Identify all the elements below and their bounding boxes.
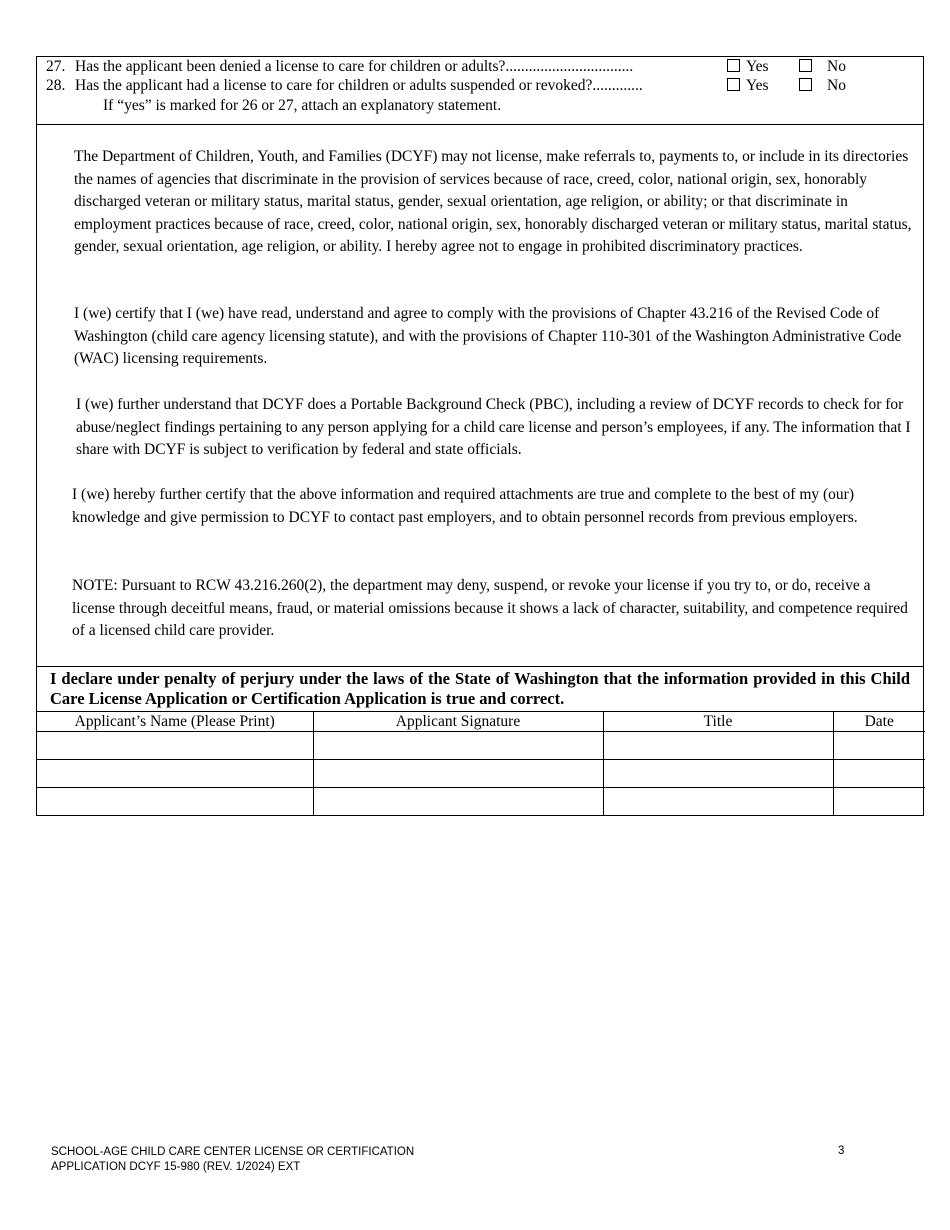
q28-yes-checkbox[interactable] [727,78,740,91]
applicant-signature-field[interactable] [313,760,603,788]
footer-form-id: APPLICATION DCYF 15-980 (REV. 1/2024) EXT [51,1161,301,1173]
applicant-name-field[interactable] [37,732,313,760]
compliance-certification: I (we) certify that I (we) have read, understand and agree to comply with the provisions of Chapter 43.216 of the Revised Code of Washington (child care agency licensing statute), and with the provisions of Chapter 110-301 of the Washington Administrative Code (WAC) licensing requirements. [74,305,902,368]
title-field[interactable] [603,732,833,760]
questions-section [37,57,923,125]
applicant-signature-field[interactable] [313,732,603,760]
application-form [36,56,924,816]
accuracy-certification: I (we) hereby further certify that the above information and required attachments are true and complete to the best of my (our) knowledge and give permission to DCYF to contact past employers, and to obtain personnel records from previous employers. [72,486,858,526]
title-field[interactable] [603,788,833,816]
q28-yes-label: Yes [746,77,769,94]
q27-yes-label: Yes [746,58,769,75]
question-number: 27. [46,58,66,75]
q27-no-checkbox[interactable] [799,59,812,72]
form-footer [51,1145,414,1175]
date-field[interactable] [833,732,925,760]
title-field[interactable] [603,760,833,788]
q28-no-label: No [827,77,846,94]
date-field[interactable] [833,760,925,788]
declaration-text: I declare under penalty of perjury under the laws of the State of Washington that the information provided in this Child Care License Application or Certification Application is true and correct. [50,669,910,708]
header-applicant-signature: Applicant Signature [313,712,603,732]
perjury-declaration [37,667,923,711]
rcw-note: NOTE: Pursuant to RCW 43.216.260(2), the department may deny, suspend, or revoke your license if you try to, or do, receive a license through deceitful means, fraud, or material omissions because it shows a lack of character, suitability, and competence required of a licensed child care provider. [72,577,908,640]
q27-no-label: No [827,58,846,75]
header-title: Title [603,712,833,732]
header-applicant-name: Applicant’s Name (Please Print) [37,712,313,732]
nondiscrimination-statement: The Department of Children, Youth, and Families (DCYF) may not license, make referrals to, payments to, or include in its directories the names of agencies that discriminate in the provision of services because of race, creed, color, national origin, sex, honorably discharged veteran or military status, marital status, gender, sexual orientation, age religion, or ability; or that discriminate in employment practices because of race, creed, color, national origin, sex, honorably discharged veteran or military status, marital status, gender, sexual orientation, age religion, or ability. I hereby agree not to engage in prohibited discriminatory practices. [74,148,912,256]
page-number: 3 [838,1145,845,1157]
footer-form-title: SCHOOL-AGE CHILD CARE CENTER LICENSE OR CERTIFICATION [51,1146,415,1158]
applicant-name-field[interactable] [37,760,313,788]
table-row [37,788,925,816]
signature-table-header [37,712,925,732]
table-row [37,732,925,760]
q27-yes-checkbox[interactable] [727,59,740,72]
statements-section [37,125,923,667]
table-row [37,760,925,788]
header-date: Date [833,712,925,732]
signature-table [37,711,925,815]
applicant-name-field[interactable] [37,788,313,816]
question-28 [46,76,916,95]
q28-no-checkbox[interactable] [799,78,812,91]
question-27 [46,57,916,76]
question-number: 28. [46,77,66,94]
question-text: Has the applicant been denied a license to care for children or adults?................................. [75,58,634,75]
explanatory-note: If “yes” is marked for 26 or 27, attach an explanatory statement. [103,97,502,114]
date-field[interactable] [833,788,925,816]
question-text: Has the applicant had a license to care for children or adults suspended or revoked?............. [75,77,643,94]
background-check-statement: I (we) further understand that DCYF does a Portable Background Check (PBC), including a review of DCYF records to check for for abuse/neglect findings pertaining to any person applying for a child care license and person’s employees, if any. The information that I share with DCYF is subject to verification by federal and state officials. [76,396,911,459]
applicant-signature-field[interactable] [313,788,603,816]
